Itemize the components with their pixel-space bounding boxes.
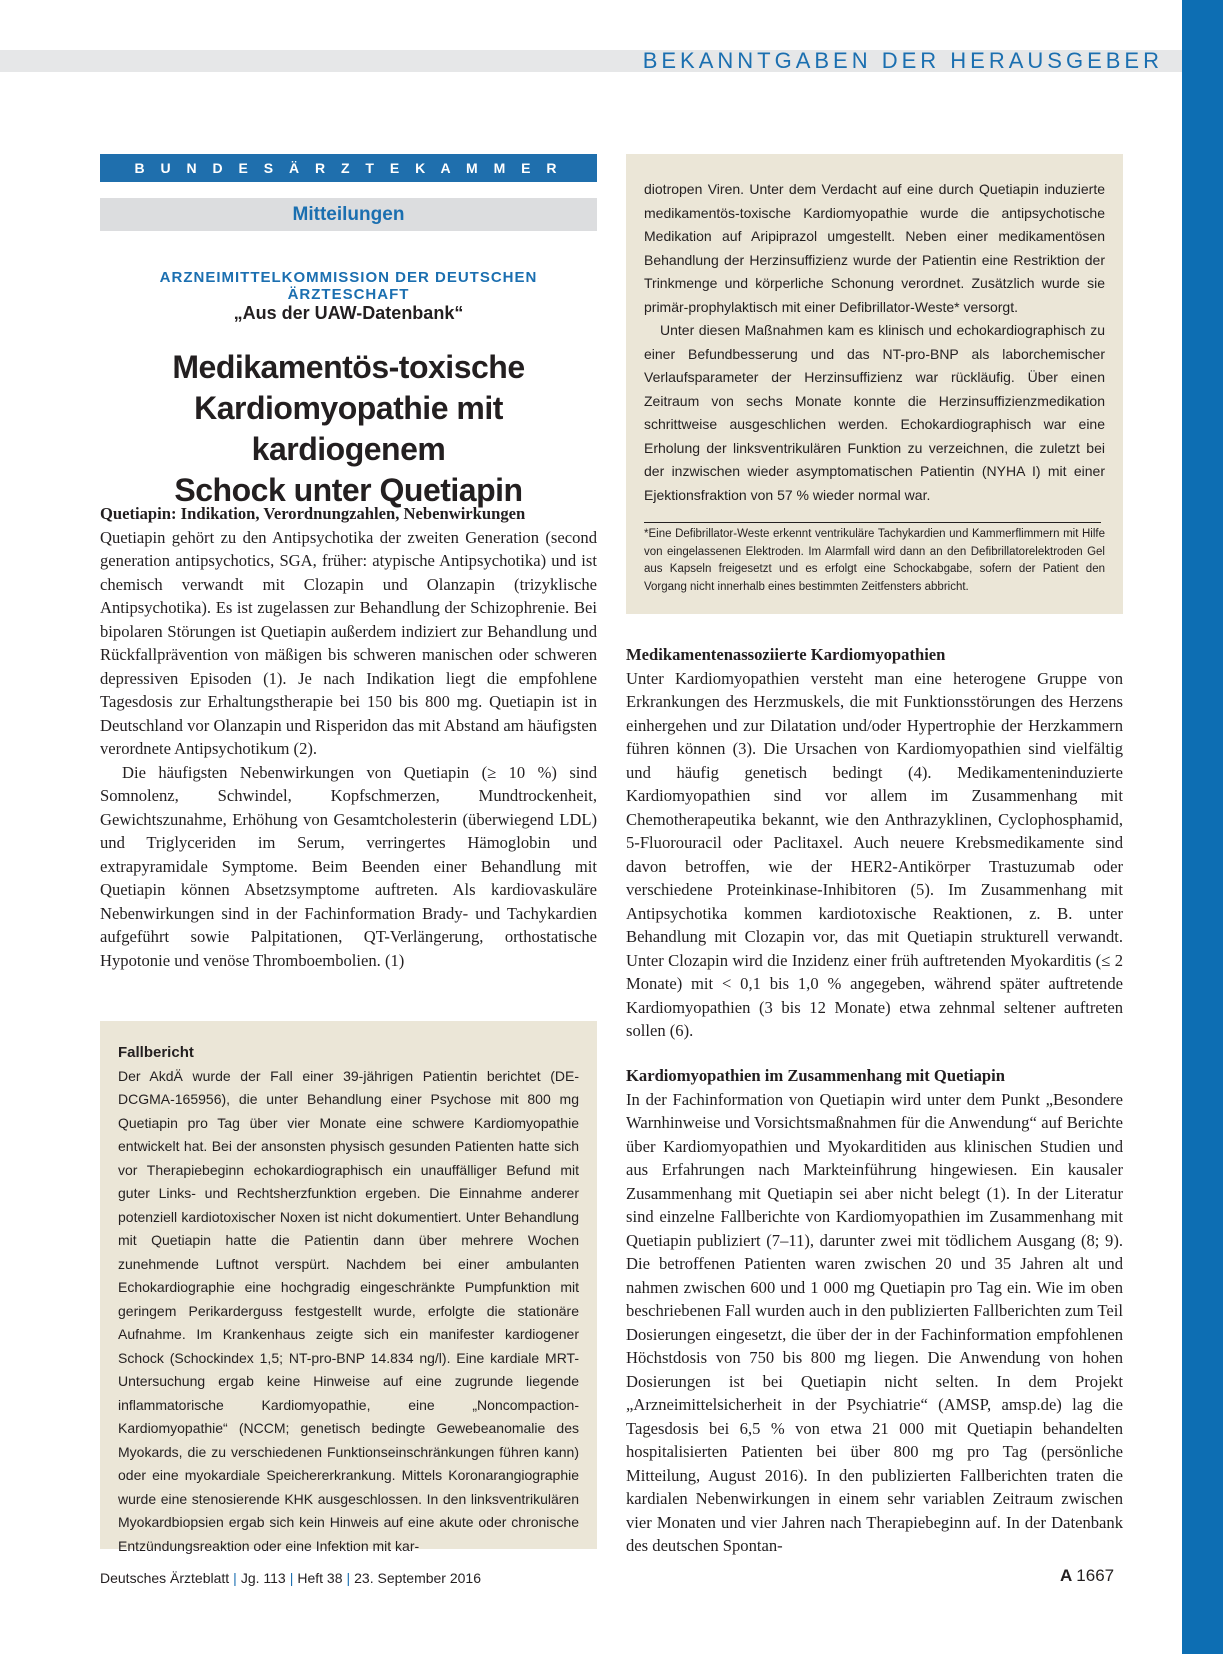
journal-date: 23. September 2016 <box>354 1570 481 1586</box>
rubric-bar: Mitteilungen <box>100 198 597 231</box>
section-drug-cardiomyopathies <box>626 643 1123 1043</box>
paragraph: Quetiapin gehört zu den Antipsychotika der zweiten Generation (second generation antipsychotics, SGA, früher: atypische Antipsychotika) und ist chemisch verwandt mit Clozapin und Olanzapin (trizyklische Antipsychotika). Es ist zugelassen zur Behandlung der Schizophrenie. Bei bipolaren Störungen ist Quetiapin außerdem indiziert zur Behandlung und Rückfallprävention von mäßigen bis schweren manischen oder schweren depressiven Episoden (1). Je nach Indikation liegt die empfohlene Tagesdosis zur Erhaltungstherapie bei 150 bis 800 mg. Quetiapin ist in Deutschland vor Olanzapin und Risperidon das mit Abstand am häufigsten verordnete Antipsychotikum (2). <box>100 527 597 758</box>
case-continued-paragraph: Unter diesen Maßnahmen kam es klinisch und echokardiographisch zu einer Befundbesserung und das NT-pro-BNP als laborchemischer Verlaufsparameter der Herzinsuffizienz war rückläufig. Über einen Zeitraum von sechs Monate konnte die Herzinsuffizienzmedikation schrittweise ausgeschlichen werden. Echokardiographisch war eine Erholung der linksventrikulären Funktion zu verzeichnen, die zuletzt bei der inzwischen wieder asymptomatischen Patientin (NYHA I) mit einer Ejektionsfraktion von 57 % wieder normal war. <box>644 322 1105 503</box>
case-report-box <box>100 1021 597 1554</box>
footer-citation <box>100 1570 481 1586</box>
journal-name: Deutsches Ärzteblatt <box>100 1570 230 1586</box>
title-line: Kardiomyopathie mit kardiogenem <box>194 390 503 467</box>
case-report-content <box>118 1041 579 1558</box>
case-report-heading: Fallbericht <box>118 1044 194 1061</box>
footnote: *Eine Defibrillator-Weste erkennt ventrikuläre Tachykardien und Kammerflimmern mit Hilfe von eingelassenen Elektroden. Im Alarmfall wird dann an den Defibrillatorelektroden Gel aus Kapseln freigesetzt und es erfolgt eine Schockabgabe, sofern der Patient den Vorgang nicht innerhalb eines bestimmten Zeitfensters abbricht. <box>644 528 1105 593</box>
side-color-bar <box>1182 0 1223 1654</box>
footer-separator: | <box>289 1570 294 1586</box>
case-continued-paragraph: diotropen Viren. Unter dem Verdacht auf eine durch Quetiapin induzierte medikamentös-toxische Kardiomyopathie wurde die antipsychotische Medikation auf Aripiprazol umgestellt. Neben einer medikamentösen Behandlung der Herzinsuffizienz wurde der Patientin eine Restriktion der Trinkmenge und körperliche Schonung verordnet. Zusätzlich wurde sie primär-prophylaktisch mit einer Defibrillator-Weste* versorgt. <box>644 181 1105 315</box>
footer-separator: | <box>233 1570 237 1586</box>
paragraph: Die häufigsten Nebenwirkungen von Quetiapin (≥ 10 %) sind Somnolenz, Schwindel, Kopfschmerzen, Mundtrockenheit, Gewichtszunahme, Erhöhung von Gesamtcholesterin (überwiegend LDL) und Triglyceriden im Serum, verringertes Hämoglobin und extrapyramidale Symptome. Beim Beenden einer Behandlung mit Quetiapin können Absetzsymptome auftreten. Als kardiovaskuläre Nebenwirkungen sind in der Fachinformation Brady- und Tachykardien aufgeführt sowie Palpitationen, QT-Verlängerung, orthostatische Hypotonie und venöse Thromboembolien. (1) <box>100 762 597 970</box>
case-report-continued-box <box>626 154 1123 614</box>
society-bar: B U N D E S Ä R Z T E K A M M E R <box>100 154 597 182</box>
page-number-value: 1667 <box>1076 1566 1115 1585</box>
journal-issue: Heft 38 <box>297 1570 343 1586</box>
journal-volume: Jg. 113 <box>240 1570 286 1586</box>
article-subtitle: „Aus der UAW-Datenbank“ <box>233 303 464 323</box>
section-heading: Kardiomyopathien im Zusammenhang mit Quetiapin <box>626 1066 1005 1085</box>
footnote-divider <box>644 522 1101 523</box>
section-heading: Quetiapin: Indikation, Verordnungzahlen, Nebenwirkungen <box>100 504 526 523</box>
section-heading: Medikamentenassoziierte Kardiomyopathien <box>626 645 946 664</box>
article-title <box>100 347 597 511</box>
section-label: BEKANNTGABEN DER HERAUSGEBER <box>642 48 1163 73</box>
title-line: Schock unter Quetiapin <box>174 472 523 508</box>
footer-separator: | <box>346 1570 351 1586</box>
organization-heading: ARZNEIMITTELKOMMISSION DER DEUTSCHEN ÄRZTESCHAFT <box>159 269 538 303</box>
section-quetiapin-cardiomyopathies <box>626 1064 1123 1558</box>
page-number <box>1060 1566 1114 1586</box>
page-prefix: A <box>1060 1566 1073 1585</box>
title-line: Medikamentös-toxische <box>172 349 525 385</box>
paragraph: In der Fachinformation von Quetiapin wird unter dem Punkt „Besondere Warnhinweise und Vorsichtsmaßnahmen für die Anwendung“ auf Berichte über Kardiomyopathien und Myokarditiden aus klinischen Studien und aus Erfahrungen nach Markteinführung hingewiesen. Ein kausaler Zusammenhang mit Quetiapin sei aber nicht belegt (1). In der Literatur sind einzelne Fallberichte von Kardiomyopathien im Zusammenhang mit Quetiapin publiziert (7–11), darunter zwei mit tödlichem Ausgang (8; 9). Die betroffenen Patienten waren zwischen 20 und 35 Jahren alt und nahmen zwischen 600 und 1 000 mg Quetiapin pro Tag ein. Wie im oben beschriebenen Fall wurden auch in den publizierten Fallberichten zum Teil Dosierungen eingesetzt, die über der in der Fachinformation empfohlenen Höchstdosis von 750 bis 800 mg liegen. Die Anwendung von hohen Dosierungen ist bei Quetiapin nicht selten. In dem Projekt „Arzneimittelsicherheit in der Psychiatrie“ (AMSP, amsp.de) lag die Tagesdosis bei 6,5 % von etwa 21 000 mit Quetiapin behandelten hospitalisierten Patienten bei über 800 mg pro Tag (persönliche Mitteilung, August 2016). In den publizierten Fallberichten traten die kardialen Nebenwirkungen in einem sehr variablen Zeitraum zwischen vier Monaten und vier Jahren nach Therapiebeginn auf. In der Datenbank des deutschen Spontan- <box>626 1089 1123 1555</box>
case-report-text: Der AkdÄ wurde der Fall einer 39-jährigen Patientin berichtet (DE-DCGMA-165956), die unter Behandlung einer Psychose mit 800 mg Quetiapin pro Tag über vier Monate eine schwere Kardiomyopathie entwickelt hat. Bei der ansonsten physisch gesunden Patienten hatte sich vor Therapiebeginn echokardiographisch ein unauffälliger Befund mit guter Links- und Rechtsherzfunktion ergeben. Die Einnahme anderer potenziell kardiotoxischer Noxen ist nicht dokumentiert. Unter Behandlung mit Quetiapin hatte die Patientin dann über mehrere Wochen zunehmende Luftnot verspürt. Nachdem bei einer ambulanten Echokardiographie eine hochgradig eingeschränkte Pumpfunktion mit geringem Perikarderguss festgestellt wurde, erfolgte die stationäre Aufnahme. Im Krankenhaus zeigte sich ein manifester kardiogener Schock (Schockindex 1,5; NT-pro-BNP 14.834 ng/l). Eine kardiale MRT-Untersuchung ergab keine Hinweise auf eine zugrunde liegende inflammatorische Kardiomyopathie, eine „Noncompaction-Kardiomyopathie“ (NCCM; genetisch bedingte Gewebeanomalie des Myokards, die zu verschiedenen Funktionseinschränkungen führen kann) oder eine myokardiale Speichererkrankung. Mittels Koronarangiographie wurde eine stenosierende KHK ausgeschlossen. In den linksventrikulären Myokardbiopsien ergab sich kein Hinweis auf eine akute oder chronische Entzündungsreaktion oder eine Infektion mit kar- <box>118 1067 579 1554</box>
section-indication <box>100 502 597 972</box>
paragraph: Unter Kardiomyopathien versteht man eine heterogene Gruppe von Erkrankungen des Herzmuskels, die mit Funktionsstörungen des Herzens einhergehen und zur Dilatation und/oder Hypertrophie der Herzkammern führen können (3). Die Ursachen von Kardiomyopathien sind vielfältig und häufig genetisch bedingt (4). Medikamenteninduzierte Kardiomyopathien sind vor allem im Zusammenhang mit Chemotherapeutika bekannt, wie den Anthrazyklinen, Cyclophosphamid, 5-Fluorouracil oder Paclitaxel. Auch neuere Krebsmedikamente sind davon betroffen, wie der HER2-Antikörper Trastuzumab oder verschiedene Proteinkinase-Inhibitoren (5). Im Zusammenhang mit Antipsychotika kommen kardiotoxische Reaktionen, z. B. unter Behandlung mit Clozapin vor, das mit Quetiapin strukturell verwandt. Unter Clozapin wird die Inzidenz einer früh auftretenden Myokarditis (≤ 2 Monate) mit < 0,1 bis 1,0 % angegeben, während später auftretende Kardiomyopathien (3 bis 12 Monate) etwa zehnmal seltener auftreten sollen (6). <box>626 668 1123 1040</box>
case-report-continued-content <box>644 178 1105 507</box>
